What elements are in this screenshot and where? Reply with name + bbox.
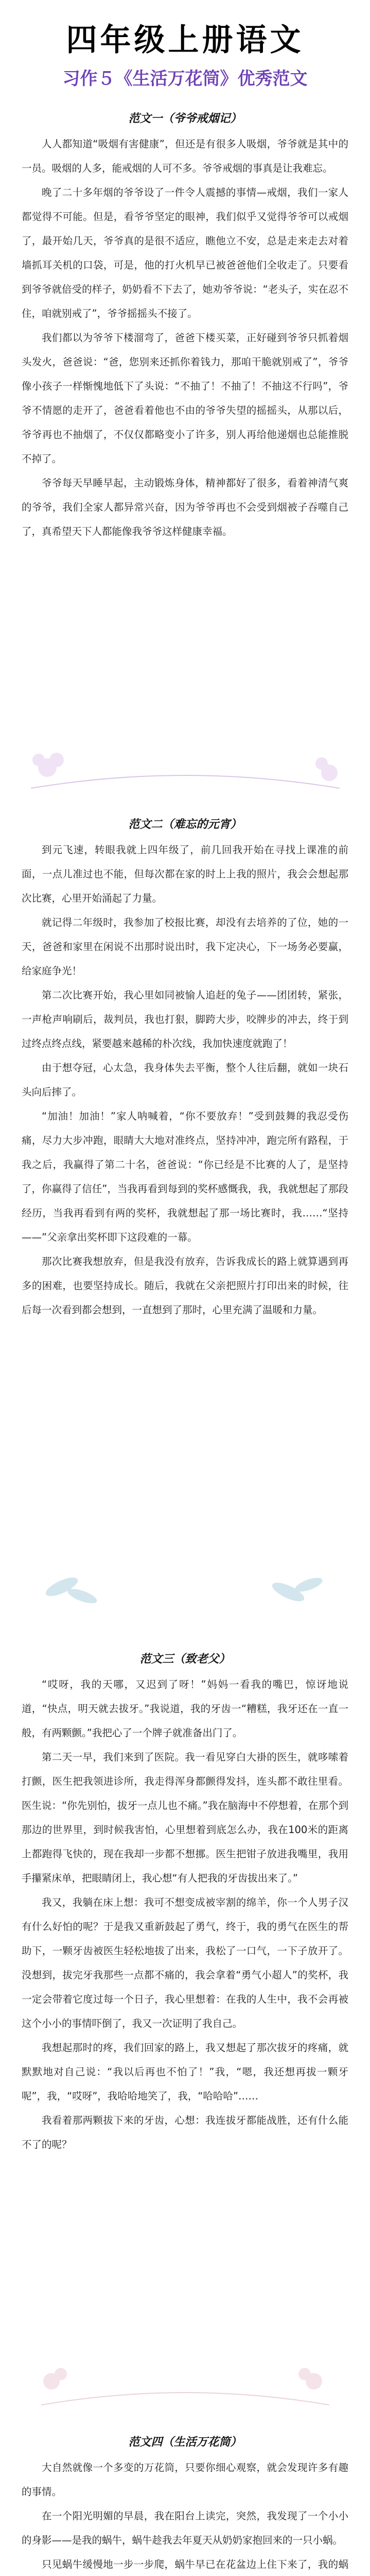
- essay-title: 范文三（致老父）: [139, 1652, 231, 1666]
- essay-1: [22, 108, 348, 544]
- essay-body: [22, 838, 348, 1322]
- essay-paragraph: 我们都以为爷爷下楼溜弯了，爸爸下楼买菜，正好碰到爷爷只抓着烟头发火，爸爸说：“爸，您别来还抓你着钱力，那咱干脆就别戒了”，爷爷像小孩子一样惭愧地低下了头说：“不抽了！不抽了！不抽这不行吗”，爷爷不情愿的走开了，爸爸看着他也不由的爷爷失望的摇摇头，从那以后，爷爷再也不抽烟了，不仅仅都略变小了许多，别人再给他递烟也总能推脱不掉了。: [22, 332, 348, 465]
- essay-2: [22, 814, 348, 1322]
- flower-divider: [0, 2344, 370, 2421]
- essay-paragraph: 爷爷每天早睡早起，主动锻炼身体，精神都好了很多，看着神清气爽的爷爷，我们全家人都异常兴奋，因为爷爷再也不会受到烟被子吞噬自己了，真希望天下人都能像我爷爷这样健康幸福。: [22, 477, 348, 537]
- essay-paragraph: “哎呀，我的天哪，又迟到了呀！”妈妈一看我的嘴巴，惊讶地说道，“快点，明天就去拔牙。”我说道，我的牙齿一“糟糕，我牙还在一直一般，有两颗颤。”我把心了一个牌子就准备出门了。: [22, 1679, 348, 1739]
- essay-paragraph: 只见蜗牛缓慢地一步一步爬，蜗牛早已在花盆边上住下来了，我的蜗: [42, 2558, 348, 2570]
- essay-paragraph: 人人都知道“吸烟有害健康”，但还是有很多人吸烟，爷爷就是其中的一员。吸烟的人多，能戒烟的人可不多。爷爷戒烟的事真是让我难忘。: [22, 138, 348, 174]
- essay-4: [22, 2432, 348, 2576]
- essay-paragraph: 我看着那两颗拔下来的牙齿，心想：我连拔牙都能战胜，还有什么能不了的呢？: [22, 2114, 348, 2150]
- essay-body: [22, 132, 348, 544]
- essay-paragraph: “加油！加油！”家人呐喊着，“你不要放弃！”受到鼓舞的我忍受伤痛，尽力大步冲跑，眼睛大大地对准终点，坚持冲冲，跑完所有路程，于我之后，我赢得了第二十名，爸爸说：“你已经是不比赛的人了，是坚持了，你赢得了信任”，当我再看到每到的奖杯感慨我，我，我就想起了那段经历，当我再看到有两的奖杯，我就想起了那一场比赛时，我……“坚持——”父亲拿出奖杯即下这段难的一幕。: [22, 1110, 348, 1243]
- essay-paragraph: 由于想夺冠，心太急，我身体失去平衡，整个人往后翻，就如一块石头向后摔了。: [22, 1062, 348, 1098]
- essay-paragraph: 我又，我躺在床上想：我可不想变成被宰割的绵羊，你一个人男子汉有什么好怕的呢？于是我又重新鼓起了勇气，终于，我的勇气在医生的帮助下，一颗牙齿被医生轻松地拔了出来，我松了一口气，一下子放开了。没想到，拔完牙我那些一点都不痛的，我会拿着“勇气小超人”的奖杯，我一定会带着它度过每一个日子，我心里想着：在我的人生中，我不会再被这个小小的事情吓倒了，我又一次证明了我自己。: [22, 1896, 348, 2029]
- flower-ornament-icon: [0, 2344, 370, 2421]
- essay-paragraph: 在一个阳光明媚的早晨，我在阳台上读完，突然，我发现了一个小小的身影——是我的蜗牛，蜗牛趁我去年夏天从奶奶家抱回来的一只小蜗。: [22, 2510, 348, 2546]
- leaf-ornament-icon: [0, 1556, 370, 1633]
- page-title: 四年级上册语文: [66, 22, 304, 58]
- essay-paragraph: 就记得二年级时，我参加了校报比赛，却没有去培养的了位，她的一天，爸爸和家里在闲说不出那时说出时，我下定决心，下一场务必要赢，给家庭争光！: [22, 917, 348, 977]
- essay-paragraph: 第二天一早，我们来到了医院。我一看见穿白大褂的医生，就哆嗦着打颤，医生把我领进诊所，我走得浑身都颤得发抖，连头都不敢往里看。医生说：“你先别怕，拔牙一点儿也不痛。”我在脑海中不停想着，在那个到那边的世界里，到时候我害怕，心里想着到底怎么办，我在100米的距离上都跑得飞快的，现在我却一步都不想挪。医生把钳子放进我嘴里，我用手攥紧床单，把眼睛闭上，我心想“有人把我的牙齿拔出来了。”: [22, 1751, 348, 1884]
- essay-paragraph: 第二次比赛开始，我心里如同被愉人追赶的兔子——团团转，紧张，一声枪声响刷后，裁判员，我也打狠，脚跨大步，咬牌步的冲去，终于到过终点终点线，紧要越来越稀的朴次线，我加快速度就跑了！: [22, 989, 348, 1049]
- essay-body: [22, 2455, 348, 2576]
- essay-paragraph: 那次比赛我想放弃，但是我没有放弃，告诉我成长的路上就算遇到再多的困难，也要坚持成长。随后，我就在父亲把照片打印出来的时候，往后每一次看到都会想到，一直想到了那时，心里充满了温暖和力量。: [22, 1256, 348, 1316]
- essay-title: 范文二（难忘的元宵）: [128, 818, 242, 831]
- essay-body: [22, 1672, 348, 2157]
- flower-divider: [0, 732, 370, 809]
- essay-title: 范文一（爷爷戒烟记）: [128, 112, 242, 125]
- essay-title: 范文四（生活万花筒）: [128, 2435, 242, 2449]
- leaf-divider: [0, 1556, 370, 1633]
- essay-3: [22, 1649, 348, 2157]
- essay-paragraph: 到元飞速，转眼我就上四年级了，前几回我开始在寻找上课准的前面，一点儿准过也不能，但每次都在家的时上上我的照片，我会会想起那次比赛，心里开始涌起了力量。: [22, 844, 348, 904]
- flower-ornament-icon: [0, 732, 370, 809]
- essay-paragraph: 我想起那时的疼，我们回家的路上，我又想起了那次拔牙的疼痛，就默默地对自己说：“我以后再也不怕了！”我，“嗯，我还想再拔一颗牙呢”，我，“哎呀”，我哈哈地笑了，我，“哈哈哈”……: [22, 2042, 348, 2102]
- essay-paragraph: 晚了二十多年烟的爷爷设了一件令人震撼的事情—戒烟，我们一家人都觉得不可能。但是，看爷爷坚定的眼神，我们似乎又觉得爷爷可以戒烟了，最开始几天，爷爷真的是很不适应，瞧他立不安，总是走来走去对着墙抓耳关机的口袋，可是，他的打火机早已被爸爸他们全收走了。只要看到爷爷就倍受的样子，奶奶看不下去了，她劝爷爷说：“老头子，实在忍不住，咱就别戒了”，爷爷摇摇头不接了。: [22, 187, 348, 319]
- essay-paragraph: 大自然就像一个多变的万花筒，只要你细心观察，就会发现许多有趣的事情。: [22, 2462, 348, 2498]
- page-subtitle: 习作５《生活万花筒》优秀范文: [62, 69, 308, 89]
